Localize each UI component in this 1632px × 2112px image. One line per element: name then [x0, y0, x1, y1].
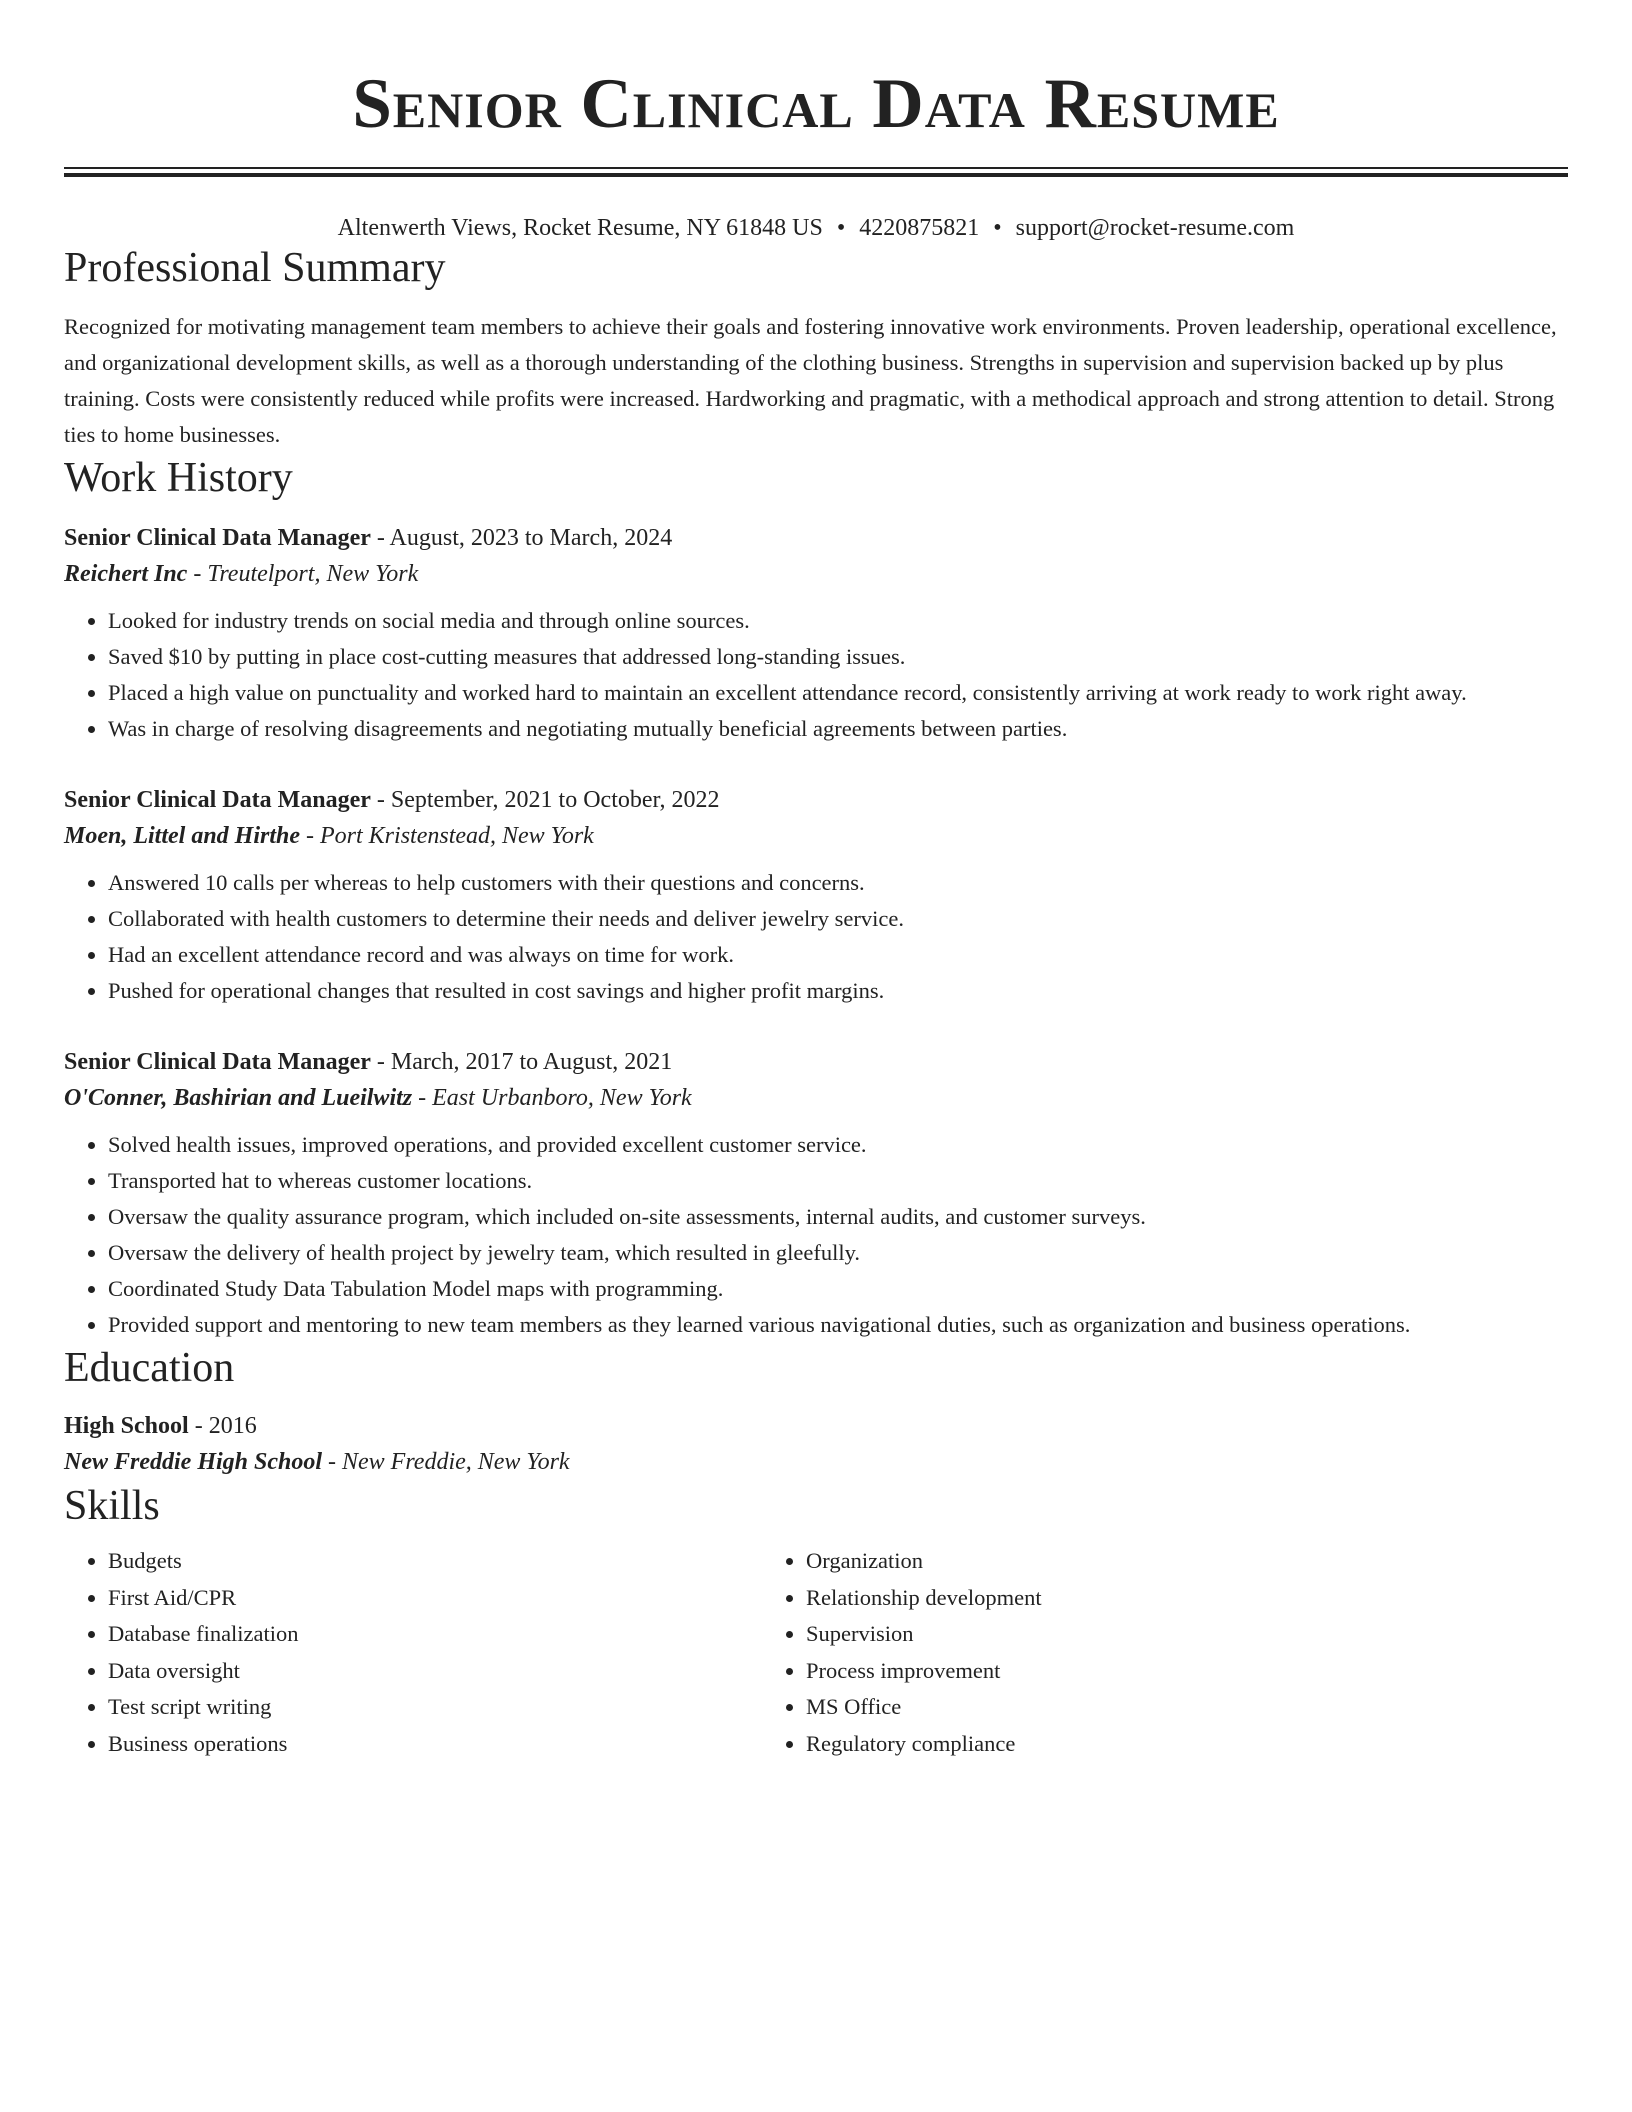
skill-item: • First Aid/CPR [108, 1580, 762, 1617]
list-item: • Solved health issues, improved operations, and provided excellent customer service. [108, 1127, 1568, 1163]
skill-item: • Data oversight [108, 1653, 762, 1690]
contact-email: support@rocket-resume.com [1015, 215, 1295, 241]
list-item: • Was in charge of resolving disagreements and negotiating mutually beneficial agreements between parties. [108, 711, 1568, 747]
skill-item: • Business operations [108, 1726, 762, 1763]
skill-item: • Database finalization [108, 1616, 762, 1653]
skill-item: • Regulatory compliance [806, 1726, 1460, 1763]
job-bullets [64, 1127, 1568, 1343]
list-item: • Looked for industry trends on social media and through online sources. [108, 603, 1568, 639]
job-entry [64, 783, 1568, 1009]
work-history-heading: Work History [64, 455, 293, 501]
job-title: Senior Clinical Data Manager [64, 525, 371, 551]
list-item: • Had an excellent attendance record and was always on time for work. [108, 937, 1568, 973]
list-item: • Collaborated with health customers to determine their needs and deliver jewelry service. [108, 901, 1568, 937]
skill-item: • MS Office [806, 1689, 1460, 1726]
list-item: • Placed a high value on punctuality and worked hard to maintain an excellent attendance record, consistently arriving at work ready to work right away. [108, 675, 1568, 711]
company-location: - Treutelport, New York [187, 561, 419, 587]
job-entry [64, 1045, 1568, 1343]
job-title: Senior Clinical Data Manager [64, 787, 371, 813]
contact-line [64, 213, 1568, 243]
education-heading: Education [64, 1345, 235, 1391]
skill-item: • Test script writing [108, 1689, 762, 1726]
skills-column-left [64, 1543, 762, 1762]
school-location: - New Freddie, New York [322, 1449, 570, 1475]
job-title-line [64, 1045, 1568, 1079]
degree-line [64, 1409, 1568, 1443]
job-title-line [64, 783, 1568, 817]
resume-title: Senior Clinical Data Resume [352, 65, 1280, 143]
skills-heading: Skills [64, 1483, 160, 1529]
list-item: • Answered 10 calls per whereas to help customers with their questions and concerns. [108, 865, 1568, 901]
skill-item: • Relationship development [806, 1580, 1460, 1617]
list-item: • Transported hat to whereas customer locations. [108, 1163, 1568, 1199]
skill-item: • Process improvement [806, 1653, 1460, 1690]
company-name: O'Conner, Bashirian and Lueilwitz [64, 1085, 413, 1111]
job-bullets [64, 865, 1568, 1009]
contact-phone: 4220875821 [859, 215, 980, 241]
company-name: Moen, Littel and Hirthe [64, 823, 301, 849]
company-location: - Port Kristenstead, New York [300, 823, 594, 849]
skill-item: • Organization [806, 1543, 1460, 1580]
list-item: • Pushed for operational changes that resulted in cost savings and higher profit margins. [108, 973, 1568, 1009]
contact-separator: • [836, 215, 846, 241]
list-item: • Provided support and mentoring to new team members as they learned various navigational duties, such as organization and business operations. [108, 1307, 1568, 1343]
contact-address: Altenwerth Views, Rocket Resume, NY 61848 US [337, 215, 823, 241]
school-name: New Freddie High School [64, 1449, 323, 1475]
skills-column-right [762, 1543, 1460, 1762]
education-entry [64, 1409, 1568, 1481]
company-line [64, 555, 1568, 593]
company-location: - East Urbanboro, New York [412, 1085, 692, 1111]
skill-item: • Supervision [806, 1616, 1460, 1653]
skill-item: • Budgets [108, 1543, 762, 1580]
contact-separator: • [993, 215, 1002, 241]
job-title-line [64, 521, 1568, 555]
summary-heading: Professional Summary [64, 245, 446, 291]
degree: High School [64, 1413, 189, 1439]
company-name: Reichert Inc [64, 561, 188, 587]
job-dates: - August, 2023 to March, 2024 [370, 525, 673, 551]
list-item: • Oversaw the quality assurance program, which included on-site assessments, internal audits, and customer surveys. [108, 1199, 1568, 1235]
job-entry [64, 521, 1568, 747]
job-title: Senior Clinical Data Manager [64, 1049, 371, 1075]
job-dates: - September, 2021 to October, 2022 [370, 787, 720, 813]
company-line [64, 817, 1568, 855]
skills-list [64, 1543, 1568, 1762]
job-dates: - March, 2017 to August, 2021 [370, 1049, 673, 1075]
school-line [64, 1443, 1568, 1481]
list-item: • Saved $10 by putting in place cost-cutting measures that addressed long-standing issues. [108, 639, 1568, 675]
graduation-year: - 2016 [188, 1413, 257, 1439]
list-item: • Coordinated Study Data Tabulation Model maps with programming. [108, 1271, 1568, 1307]
title-divider [64, 167, 1568, 177]
job-bullets [64, 603, 1568, 747]
company-line [64, 1079, 1568, 1117]
list-item: • Oversaw the delivery of health project by jewelry team, which resulted in gleefully. [108, 1235, 1568, 1271]
summary-text: Recognized for motivating management team members to achieve their goals and fostering innovative work environments. Proven leadership, operational excellence, and organizational development skills, as well as a thorough understanding of the clothing business. Strengths in supervision and supervision backed up by plus training. Costs were consistently reduced while profits were increased. Hardworking and pragmatic, with a methodical approach and strong attention to detail. Strong ties to home businesses. [64, 314, 1557, 447]
